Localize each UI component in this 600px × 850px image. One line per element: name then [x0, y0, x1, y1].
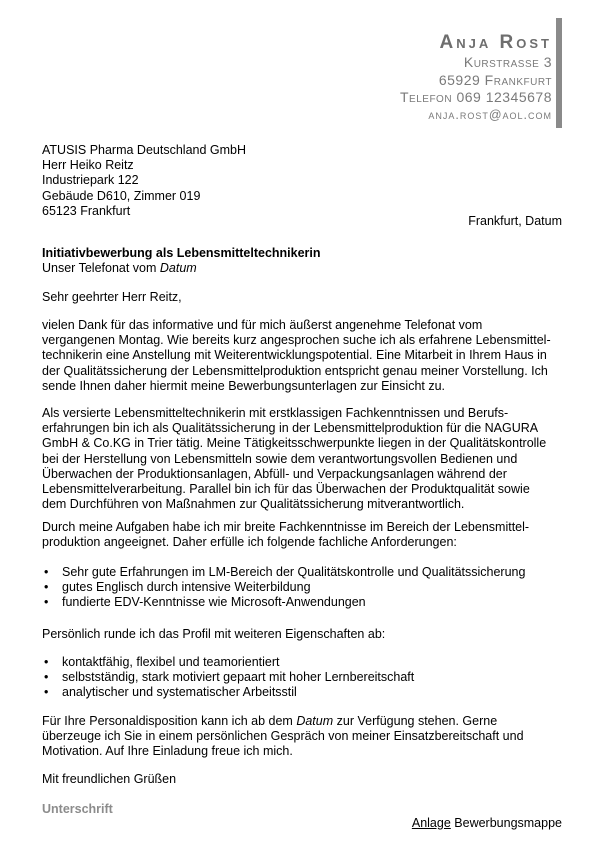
list-item: • gutes Englisch durch intensive Weiterbildung	[42, 580, 562, 595]
sender-email: anja.rost@aol.com	[428, 107, 552, 122]
list-item: • fundierte EDV-Kenntnisse wie Microsoft-Anwendungen	[42, 595, 562, 610]
paragraph-line: bei der Herstellung von Lebensmitteln sowie dem verantwortungsvollen Bedienen und	[42, 451, 518, 466]
sender-phone: Telefon 069 12345678	[400, 89, 552, 105]
paragraph-line: technikerin eine Anstellung mit Weiterentwicklungspotential. Eine Mitarbeit in Ihrem Haus in	[42, 348, 547, 363]
list-item: • kontaktfähig, flexibel und teamorientiert	[42, 655, 562, 670]
recipient-building: Gebäude D610, Zimmer 019	[42, 188, 201, 203]
paragraph-line: Überwachen der Produktionsanlagen, Abfüll- und Verpackungsanlagen während der	[42, 466, 507, 481]
recipient-address	[42, 143, 246, 219]
enclosure-label: Anlage	[411, 816, 451, 830]
availability-prefix: Für Ihre Personaldisposition kann ich ab dem	[42, 714, 293, 728]
subject-reference-date: Datum	[159, 261, 197, 276]
paragraph-personal: Persönlich runde ich das Profil mit weiteren Eigenschaften ab:	[42, 627, 386, 641]
paragraph-line	[42, 714, 562, 729]
sender-accent-bar	[556, 18, 562, 128]
subject-title: Initiativbewerbung als Lebensmitteltechnikerin	[42, 246, 321, 260]
sender-street: Kurstrasse 3	[463, 54, 552, 70]
salutation: Sehr geehrter Herr Reitz,	[42, 290, 182, 304]
paragraph-line: Motivation. Auf Ihre Einladung freue ich mich.	[42, 744, 293, 759]
sender-city: 65929 Frankfurt	[438, 71, 552, 88]
paragraph-line: dem Durchführen von Maßnahmen zur Qualitätssicherung mitverantwortlich.	[42, 497, 465, 512]
paragraph-line: überzeuge ich Sie in einem persönlichen Gespräch von meiner Einsatzbereitschaft und	[42, 729, 524, 744]
subject-reference	[42, 261, 321, 276]
paragraph-line: vergangenen Montag. Wie bereits kurz angesprochen suche ich als erfahrene Lebensmittel-	[42, 333, 551, 348]
signature-placeholder: Unterschrift	[42, 802, 113, 816]
paragraph-availability	[42, 714, 562, 760]
paragraph-line: produktion angeeignet. Daher erfülle ich folgende fachliche Anforderungen:	[42, 535, 457, 550]
enclosure	[412, 816, 562, 830]
paragraph-line: der Qualitätssicherung der Lebensmittelproduktion entspricht genau meiner Vorstellung. Ich	[42, 363, 548, 378]
paragraph-line: Als versierte Lebensmitteltechnikerin mit erstklassigen Fachkenntnissen und Berufs-	[42, 406, 509, 420]
paragraph-line: sende Ihnen daher hiermit meine Bewerbungsunterlagen zur Einsicht zu.	[42, 378, 446, 393]
paragraph-experience	[42, 406, 562, 512]
city-date: Frankfurt, Datum	[468, 214, 562, 228]
availability-date: Datum	[296, 714, 334, 728]
paragraph-line: erfahrungen bin ich als Qualitätssicherung in der Lebensmittelproduktion für die NAGURA	[42, 421, 539, 436]
paragraph-line: GmbH & Co.KG in Trier tätig. Meine Tätigkeitsschwerpunkte liegen in der Qualitätskontrolle	[42, 436, 547, 451]
recipient-company: ATUSIS Pharma Deutschland GmbH	[42, 143, 247, 157]
availability-suffix: zur Verfügung stehen. Gerne	[336, 714, 498, 728]
enclosure-item: Bewerbungsmappe	[454, 816, 562, 830]
paragraph-intro	[42, 318, 562, 394]
traits-list	[42, 655, 562, 701]
skills-list	[42, 565, 562, 611]
list-item: • Sehr gute Erfahrungen im LM-Bereich der Qualitätskontrolle und Qualitätssicherung	[42, 565, 562, 580]
sender-address	[400, 32, 552, 124]
subject-reference-prefix: Unser Telefonat vom	[42, 261, 157, 276]
paragraph-line: Durch meine Aufgaben habe ich mir breite Fachkenntnisse im Bereich der Lebensmittel-	[42, 520, 530, 534]
recipient-street: Industriepark 122	[42, 173, 139, 188]
subject	[42, 246, 321, 276]
paragraph-line: vielen Dank für das informative und für mich äußerst angenehme Telefonat vom	[42, 318, 483, 332]
paragraph-knowledge	[42, 520, 562, 550]
paragraph-line: Lebensmittelverarbeitung. Parallel bin ich für das Überwachen der Produktqualität sowie	[42, 482, 530, 497]
recipient-person: Herr Heiko Reitz	[42, 158, 134, 173]
closing: Mit freundlichen Grüßen	[42, 772, 177, 786]
recipient-city: 65123 Frankfurt	[42, 203, 131, 218]
list-item: • selbstständig, stark motiviert gepaart mit hoher Lernbereitschaft	[42, 670, 562, 685]
sender-name: Anja Rost	[439, 32, 552, 53]
list-item: • analytischer und systematischer Arbeitsstil	[42, 685, 562, 700]
